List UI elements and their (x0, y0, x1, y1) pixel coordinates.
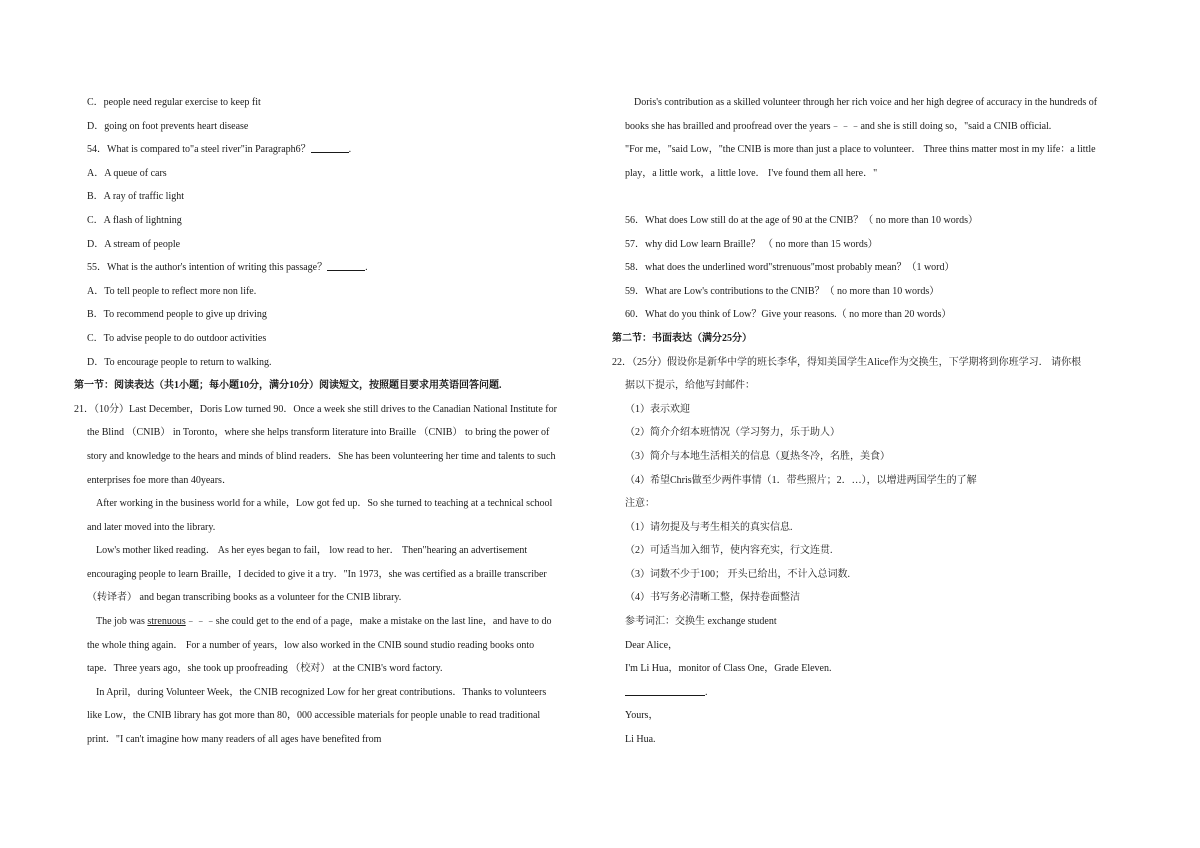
q21-p4-line3: tape．Three years ago，she took up proofreading （校对） at the CNIB's word factory. (87, 663, 443, 675)
q55-stem-text: 55．What is the author's intention of writing this passage？ (87, 262, 328, 274)
q21-p1-line3: story and knowledge to the hears and minds of blind readers．She has been volunteering her time and talents to such (87, 450, 556, 462)
q21-p3-line1: Low's mother liked reading． As her eyes began to fail， low read to her． Then"hearing an advertisement (96, 545, 528, 557)
spacer (612, 185, 1128, 209)
q55-stem (74, 256, 590, 280)
q59: 59．What are Low's contributions to the CNIB？（ no more than 10 words） (625, 285, 940, 297)
passage-quote-line1: "For me，"said Low，"the CNIB is more than just a place to volunteer． Three thins matter most in my life：a little (625, 144, 1096, 156)
q21-p5-line3: print．"I can't imagine how many readers of all ages have benefited from (87, 734, 382, 746)
note-4: （4）书写务必清晰工整，保持卷面整洁 (625, 592, 800, 604)
q21-p5-line1: In April，during Volunteer Week，the CNIB recognized Low for her great contributions．Thanks to volunteers (96, 686, 547, 698)
q55-option-d: D．To encourage people to return to walking. (87, 356, 272, 368)
q21-p1-line2: the Blind （CNIB） in Toronto，where she helps transform literature into Braille （CNIB） to bring the power of (87, 427, 550, 439)
q21-p5-line2: like Low，the CNIB library has got more than 80，000 accessible materials for people unable to read traditional (87, 710, 541, 722)
letter-salutation: Dear Alice， (625, 639, 679, 651)
note-1: （1）请勿提及与考生相关的真实信息. (625, 521, 793, 533)
reference-vocabulary: 参考词汇：交换生 exchange student (625, 616, 777, 628)
q21-p1-line1: 21．（10分）Last December，Doris Low turned 90．Once a week she still drives to the Canadian National Institute for (74, 403, 557, 415)
q58: 58．what does the underlined word"strenuous"most probably mean？（1 word） (625, 262, 955, 274)
q21-p3-line3: （转译者） and began transcribing books as a volunteer for the CNIB library. (87, 592, 402, 604)
q21-p4-line2: the whole thing again． For a number of years，low also worked in the CNIB sound studio reading books onto (87, 639, 535, 651)
q21-p2-line1: After working in the business world for a while，Low got fed up．So she turned to teaching at a technical school (96, 498, 553, 510)
note-label: 注意： (625, 498, 655, 510)
passage-continuation-line1: Doris's contribution as a skilled volunteer through her rich voice and her high degree of accuracy in the hundreds of (634, 97, 1098, 108)
q54-answer-blank (311, 142, 349, 153)
tip-2: （2）简介介绍本班情况（学习努力，乐于助人） (625, 427, 840, 439)
tip-1: （1）表示欢迎 (625, 403, 690, 415)
letter-body-blank (612, 681, 1128, 705)
q54-option-c: C．A flash of lightning (87, 214, 182, 226)
letter-closing: Yours， (625, 710, 659, 722)
q21-p4-pre: The job was (96, 616, 148, 628)
left-column (74, 91, 590, 752)
section1-heading: 第一节：阅读表达（共1小题；每小题10分，满分10分）阅读短文，按照题目要求用英语回答问题. (74, 380, 502, 392)
letter-intro: I'm Li Hua，monitor of Class One，Grade Eleven. (625, 663, 832, 675)
q22-line2: 据以下提示，给他写封邮件： (625, 380, 755, 392)
letter-body-blank-end: . (705, 686, 708, 698)
q21-p4-post: ﹣﹣﹣she could get to the end of a page，make a mistake on the last line，and have to do (185, 616, 552, 628)
passage-continuation-line2: books she has brailled and proofread over the years﹣﹣﹣and she is still doing so，"said a CNIB official. (625, 120, 1052, 132)
q21-p1-line4: enterprises foe more than 40years． (87, 474, 232, 486)
tip-3: （3）简介与本地生活相关的信息（夏热冬冷，名胜，美食） (625, 450, 890, 462)
q21-p3-line2: encouraging people to learn Braille，I decided to give it a try．"In 1973，she was certified as a braille transcriber (87, 568, 547, 580)
q54-option-a: A．A queue of cars (87, 167, 167, 179)
right-column (612, 91, 1128, 752)
letter-signature: Li Hua. (625, 734, 656, 746)
q60: 60．What do you think of Low？Give your reasons.（ no more than 20 words） (625, 309, 952, 321)
q53-option-c: C．people need regular exercise to keep fit (87, 97, 261, 108)
q54-stem-text: 54．What is compared to"a steel river"in Paragraph6？ (87, 144, 311, 156)
passage-quote-line2: play，a little work，a little love． I've found them all here．" (625, 167, 878, 179)
q55-answer-blank (327, 260, 365, 271)
q54-stem-end: . (348, 144, 352, 156)
q55-option-c: C．To advise people to do outdoor activities (87, 332, 267, 344)
q21-p2-line2: and later moved into the library. (87, 521, 216, 533)
q22-line1: 22．（25分）假设你是新华中学的班长李华，得知美国学生Alice作为交换生，下学期将到你班学习． 请你根 (612, 356, 1082, 368)
q55-stem-end: . (365, 262, 368, 274)
note-3: （3）词数不少于100； 开头已给出，不计入总词数. (625, 568, 850, 580)
q54-option-d: D．A stream of people (87, 238, 181, 250)
section2-heading: 第二节：书面表达（满分25分） (612, 332, 752, 344)
q54-option-b: B．A ray of traffic light (87, 191, 185, 203)
q55-option-a: A．To tell people to reflect more non life. (87, 285, 257, 297)
letter-body-blank-line (625, 685, 705, 696)
underlined-word-strenuous: strenuous (147, 616, 186, 628)
tip-4: （4）希望Chris做至少两件事情（1．带些照片；2．…），以增进两国学生的了解 (625, 474, 977, 486)
q21-p4-line1 (74, 610, 590, 634)
q54-stem (74, 138, 590, 162)
q57: 57．why did Low learn Braille？ （ no more than 15 words） (625, 238, 878, 250)
q56: 56．What does Low still do at the age of 90 at the CNIB？（ no more than 10 words） (625, 214, 978, 226)
q53-option-d: D．going on foot prevents heart disease (87, 120, 249, 132)
q55-option-b: B．To recommend people to give up driving (87, 309, 267, 321)
note-2: （2）可适当加入细节，使内容充实，行文连贯. (625, 545, 833, 557)
